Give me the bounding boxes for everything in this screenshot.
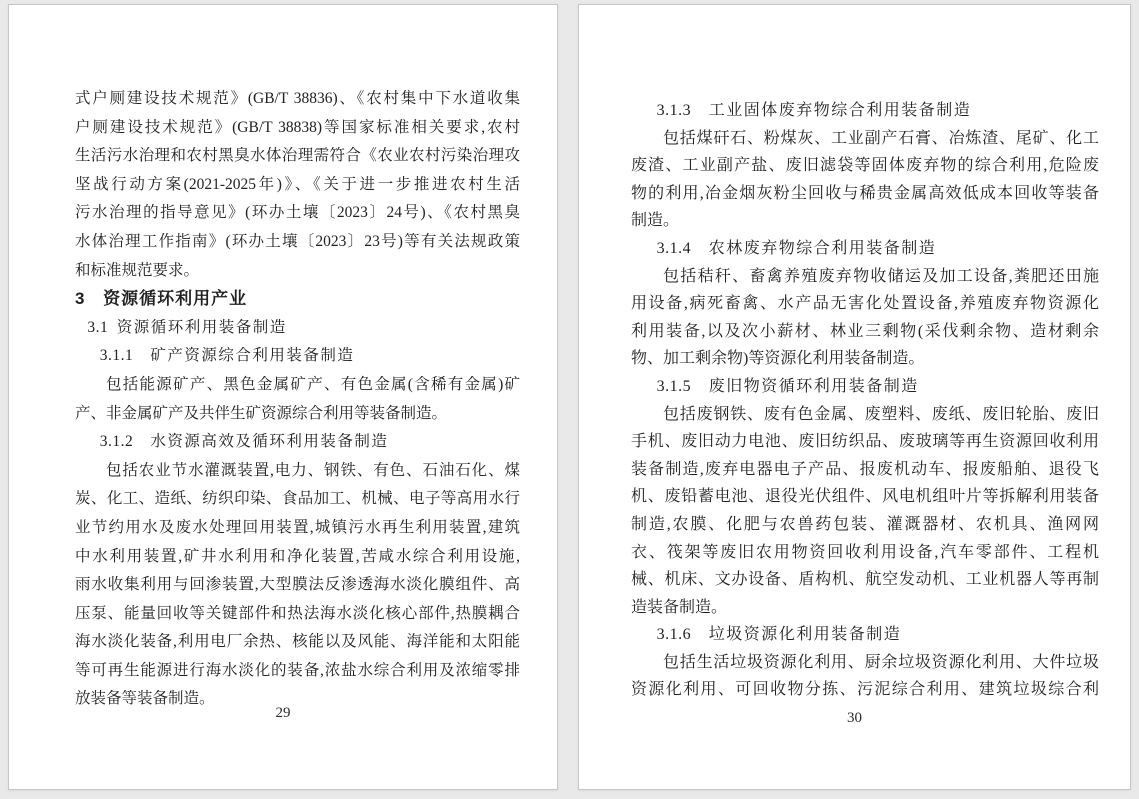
heading-number: 3.1.5 [656,377,692,395]
heading-number: 3.1.6 [656,626,692,644]
page-29 [8,4,558,790]
text-line: 炭、化工、造纸、纺织印染、食品加工、机械、电子等高用水行 [75,490,520,508]
text-line: 生活污水治理和农村黑臭水体治理需符合《农业农村污染治理攻 [75,147,520,165]
heading-title: 水资源高效及循环利用装备制造 [150,433,389,451]
text-line: 户厕建设技术规范》(GB/T 38838)等国家标准相关要求,农村 [75,118,520,136]
heading-number: 3.1 [87,318,109,336]
heading-title: 资源循环利用装备制造 [116,318,287,336]
text-line: 物、加工剩余物)等资源化利用装备制造。 [631,350,925,368]
text-line: 物的利用,冶金烟灰粉尘回收与稀贵金属高效低成本回收等装备 [631,184,1099,202]
heading-number: 3.1.1 [99,347,134,365]
page-30 [578,4,1131,790]
heading-number: 3 [75,289,85,309]
text-line: 利用装备,以及次小薪材、林业三剩物(采伐剩余物、造材剩余 [631,322,1099,340]
heading-3.1.3 [657,97,1099,125]
heading-title: 废旧物资循环利用装备制造 [708,377,919,395]
text-line: 机、废铅蓄电池、退役光伏组件、风电机组叶片等拆解利用装备 [631,488,1099,506]
text-line: 污水治理的指导意见》(环办土壤〔2023〕24号)、《农村黑臭 [75,204,520,222]
text-line: 等可再生能源进行海水淡化的装备,浓盐水综合利用及浓缩零排 [75,661,520,679]
page-number: 29 [275,705,291,721]
text-line: 包括秸秆、畜禽养殖废弃物收储运及加工设备,粪肥还田施 [663,267,1099,285]
text-line: 式户厕建设技术规范》(GB/T 38836)、《农村集中下水道收集 [75,90,520,107]
text-line: 衣、筏架等废旧农用物资回收利用设备,汽车零部件、工程机 [631,543,1099,561]
page-29-content [9,5,557,714]
text-line: 包括煤矸石、粉煤灰、工业副产石膏、冶炼渣、尾矿、化工 [663,129,1099,147]
text-line: 水体治理工作指南》(环办土壤〔2023〕23号)等有关法规政策 [75,232,520,250]
heading-title: 工业固体废弃物综合利用装备制造 [708,102,972,119]
text-line: 资源化利用、可回收物分拣、污泥综合利用、建筑垃圾综合利 [631,681,1099,699]
page-number: 30 [847,710,862,726]
heading-3.1.1 [100,342,520,371]
text-line: 中水利用装置,矿井水利用和净化装置,苦咸水综合利用设施, [75,547,520,565]
text-line: 废渣、工业副产盐、废旧滤袋等固体废弃物的综合利用,危险废 [631,157,1099,175]
heading-number: 3.1.2 [99,433,134,451]
text-line: 坚战行动方案(2021-2025年)》、《关于进一步推进农村生活 [75,175,520,193]
text-line: 包括生活垃圾资源化利用、厨余垃圾资源化利用、大件垃圾 [663,653,1099,671]
text-line: 海水淡化装备,利用电厂余热、核能以及风能、海洋能和太阳能 [75,633,520,651]
text-line: 制造。 [631,212,680,230]
text-line: 包括能源矿产、黑色金属矿产、有色金属(含稀有金属)矿 [106,375,520,393]
text-line: 包括废钢铁、废有色金属、废塑料、废纸、废旧轮胎、废旧 [663,405,1099,423]
text-line: 和标准规范要求。 [75,261,200,279]
heading-3 [75,285,520,314]
text-line: 造装备制造。 [631,598,728,616]
text-line: 手机、废旧动力电池、废旧纺织品、废玻璃等再生资源回收利用 [631,433,1099,451]
page-30-content [579,5,1130,704]
heading-3.1.5 [657,373,1099,401]
heading-3.1 [87,314,520,343]
text-line: 放装备等装备制造。 [75,690,215,708]
text-line: 制造,农膜、化肥与农兽药包装、灌溉器材、农机具、渔网网 [631,515,1099,533]
text-line: 雨水收集利用与回渗装置,大型膜法反渗透海水淡化膜组件、高 [75,576,520,594]
heading-title: 矿产资源综合利用装备制造 [150,347,355,365]
text-line: 产、非金属矿产及共伴生矿资源综合利用等装备制造。 [75,404,448,422]
heading-3.1.4 [657,235,1099,263]
heading-number: 3.1.3 [656,102,692,119]
heading-number: 3.1.4 [656,239,692,257]
text-line: 压泵、能量回收等关键部件和热法海水淡化核心部件,热膜耦合 [75,604,520,622]
text-line: 业节约用水及废水处理回用装置,城镇污水再生利用装置,建筑 [75,518,520,536]
heading-3.1.2 [100,428,520,457]
text-line: 包括农业节水灌溉装置,电力、钢铁、有色、石油石化、煤 [106,461,520,479]
text-line: 械、机床、文办设备、盾构机、航空发动机、工业机器人等再制 [631,571,1099,589]
text-line: 装备制造,废弃电器电子产品、报废机动车、报废船舶、退役飞 [631,460,1099,478]
heading-title: 农林废弃物综合利用装备制造 [708,239,937,257]
text-line: 用设备,病死畜禽、水产品无害化处置设备,养殖废弃物资源化 [631,295,1099,313]
heading-3.1.6 [657,621,1099,649]
heading-title: 垃圾资源化利用装备制造 [708,626,902,644]
heading-title: 资源循环利用产业 [103,289,248,309]
